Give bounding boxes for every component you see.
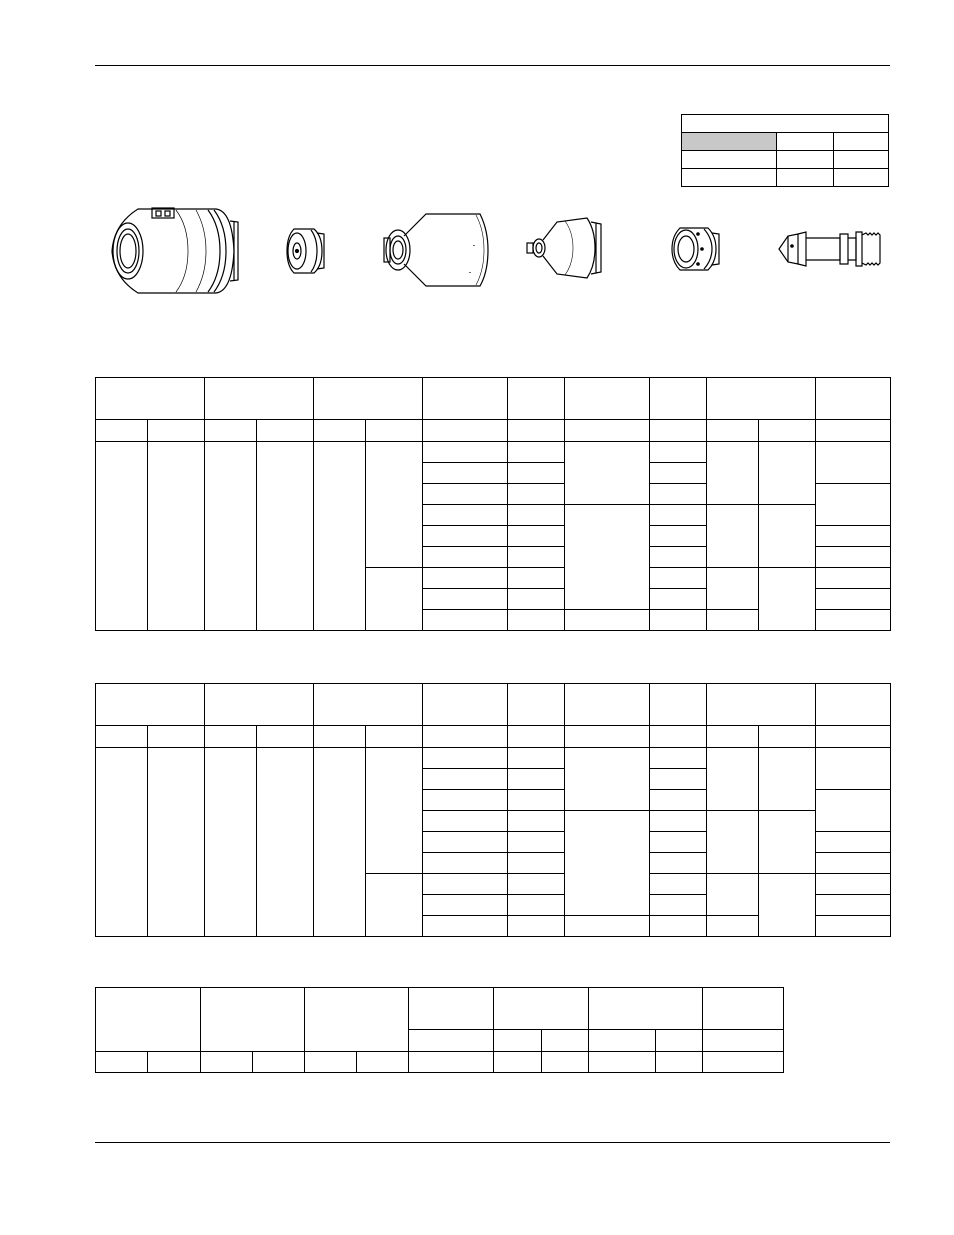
key-shaded-cell xyxy=(682,133,777,151)
subheader-cell xyxy=(542,1030,589,1052)
body-cell xyxy=(816,895,891,916)
consumables-table-3 xyxy=(95,987,784,1073)
body-cell xyxy=(366,442,423,568)
subheader-cell xyxy=(565,420,650,442)
body-cell xyxy=(650,526,707,547)
subheader-cell xyxy=(409,1030,494,1052)
footer-rule xyxy=(95,1142,890,1143)
body-cell xyxy=(96,442,148,631)
header-cell xyxy=(565,684,650,726)
body-cell xyxy=(707,916,759,937)
body-cell xyxy=(257,442,314,631)
body-cell xyxy=(816,589,891,610)
header-rule xyxy=(95,65,890,66)
body-cell xyxy=(96,748,148,937)
key-cell xyxy=(834,133,889,151)
body-cell xyxy=(707,748,759,811)
body-cell xyxy=(650,547,707,568)
body-cell xyxy=(650,811,707,832)
body-cell xyxy=(650,568,707,589)
body-cell xyxy=(816,916,891,937)
body-cell xyxy=(650,832,707,853)
key-cell xyxy=(834,151,889,169)
body-cell xyxy=(816,853,891,874)
body-cell xyxy=(650,790,707,811)
body-cell xyxy=(201,1052,253,1073)
header-cell xyxy=(589,988,703,1030)
body-cell xyxy=(650,748,707,769)
body-cell xyxy=(565,748,650,811)
body-cell xyxy=(409,1052,494,1073)
body-cell xyxy=(357,1052,409,1073)
header-cell xyxy=(565,378,650,420)
body-cell xyxy=(508,853,565,874)
body-cell xyxy=(205,748,257,937)
body-cell xyxy=(423,811,508,832)
body-cell xyxy=(366,748,423,874)
subheader-cell xyxy=(816,726,891,748)
header-cell xyxy=(96,988,201,1052)
body-cell xyxy=(366,874,423,937)
header-cell xyxy=(816,684,891,726)
header-cell xyxy=(96,378,205,420)
subheader-cell xyxy=(656,1030,703,1052)
body-cell xyxy=(759,811,816,874)
body-cell xyxy=(816,568,891,589)
subheader-cell xyxy=(148,726,205,748)
body-cell xyxy=(366,568,423,631)
subheader-cell xyxy=(816,420,891,442)
header-cell xyxy=(305,988,409,1052)
subheader-cell xyxy=(314,420,366,442)
body-cell xyxy=(494,1052,542,1073)
body-cell xyxy=(253,1052,305,1073)
subheader-cell xyxy=(589,1030,656,1052)
body-cell xyxy=(508,547,565,568)
header-cell xyxy=(423,378,508,420)
body-cell xyxy=(508,748,565,769)
body-cell xyxy=(423,589,508,610)
subheader-cell xyxy=(508,420,565,442)
body-cell xyxy=(816,484,891,526)
body-cell xyxy=(707,505,759,568)
consumables-table-1 xyxy=(95,377,891,631)
subheader-cell xyxy=(314,726,366,748)
subheader-cell xyxy=(707,726,759,748)
body-cell xyxy=(707,874,759,916)
body-cell xyxy=(423,484,508,505)
body-cell xyxy=(423,769,508,790)
body-cell xyxy=(565,610,650,631)
subheader-cell xyxy=(703,1030,784,1052)
body-cell xyxy=(508,811,565,832)
subheader-cell xyxy=(257,420,314,442)
subheader-cell xyxy=(423,726,508,748)
body-cell xyxy=(508,442,565,463)
body-cell xyxy=(314,442,366,631)
body-cell xyxy=(816,610,891,631)
header-cell xyxy=(508,378,565,420)
body-cell xyxy=(759,568,816,631)
body-cell xyxy=(542,1052,589,1073)
key-cell xyxy=(777,151,834,169)
key-cell xyxy=(777,169,834,187)
body-cell xyxy=(650,853,707,874)
body-cell xyxy=(759,505,816,568)
subheader-cell xyxy=(148,420,205,442)
subheader-cell xyxy=(423,420,508,442)
body-cell xyxy=(508,895,565,916)
key-table xyxy=(681,114,889,187)
body-cell xyxy=(423,853,508,874)
body-cell xyxy=(816,526,891,547)
body-cell xyxy=(650,589,707,610)
body-cell xyxy=(816,442,891,484)
body-cell xyxy=(759,442,816,505)
body-cell xyxy=(816,790,891,832)
body-cell xyxy=(650,484,707,505)
body-cell xyxy=(707,568,759,610)
header-cell xyxy=(650,378,707,420)
subheader-cell xyxy=(257,726,314,748)
body-cell xyxy=(423,547,508,568)
header-cell xyxy=(201,988,305,1052)
body-cell xyxy=(508,874,565,895)
body-cell xyxy=(650,874,707,895)
body-cell xyxy=(816,832,891,853)
body-cell xyxy=(423,463,508,484)
body-cell xyxy=(565,442,650,505)
header-cell xyxy=(409,988,494,1030)
body-cell xyxy=(305,1052,357,1073)
body-cell xyxy=(650,442,707,463)
body-cell xyxy=(650,463,707,484)
body-cell xyxy=(508,484,565,505)
subheader-cell xyxy=(759,420,816,442)
body-cell xyxy=(423,505,508,526)
electrode-icon xyxy=(776,226,886,272)
header-cell xyxy=(707,378,816,420)
body-cell xyxy=(508,832,565,853)
body-cell xyxy=(508,610,565,631)
key-cell xyxy=(682,151,777,169)
nozzle-icon xyxy=(525,212,607,284)
body-cell xyxy=(759,748,816,811)
body-cell xyxy=(423,748,508,769)
body-cell xyxy=(148,442,205,631)
body-cell xyxy=(650,916,707,937)
body-cell xyxy=(816,547,891,568)
body-cell xyxy=(508,568,565,589)
body-cell xyxy=(148,748,205,937)
body-cell xyxy=(423,874,508,895)
body-cell xyxy=(423,895,508,916)
body-cell xyxy=(205,442,257,631)
body-cell xyxy=(423,442,508,463)
body-cell xyxy=(565,505,650,610)
body-cell xyxy=(707,610,759,631)
body-cell xyxy=(650,895,707,916)
body-cell xyxy=(148,1052,201,1073)
body-cell xyxy=(508,790,565,811)
subheader-cell xyxy=(205,726,257,748)
body-cell xyxy=(423,916,508,937)
header-cell xyxy=(205,684,314,726)
body-cell xyxy=(508,463,565,484)
body-cell xyxy=(423,610,508,631)
subheader-cell xyxy=(707,420,759,442)
subheader-cell xyxy=(565,726,650,748)
swirl-ring-icon xyxy=(668,224,722,274)
body-cell xyxy=(423,832,508,853)
subheader-cell xyxy=(96,420,148,442)
subheader-cell xyxy=(494,1030,542,1052)
body-cell xyxy=(423,526,508,547)
body-cell xyxy=(508,505,565,526)
retaining-cap-icon xyxy=(380,210,490,290)
subheader-cell xyxy=(366,726,423,748)
body-cell xyxy=(816,874,891,895)
header-cell xyxy=(314,378,423,420)
body-cell xyxy=(589,1052,656,1073)
body-cell xyxy=(508,589,565,610)
body-cell xyxy=(96,1052,148,1073)
body-cell xyxy=(759,874,816,937)
subheader-cell xyxy=(650,726,707,748)
header-cell xyxy=(205,378,314,420)
body-cell xyxy=(565,916,650,937)
body-cell xyxy=(650,769,707,790)
consumables-table-2 xyxy=(95,683,891,937)
body-cell xyxy=(707,442,759,505)
header-cell xyxy=(494,988,589,1030)
key-title-cell xyxy=(682,115,889,133)
header-cell xyxy=(816,378,891,420)
body-cell xyxy=(650,505,707,526)
body-cell xyxy=(257,748,314,937)
header-cell xyxy=(707,684,816,726)
header-cell xyxy=(703,988,784,1030)
body-cell xyxy=(508,916,565,937)
key-cell xyxy=(777,133,834,151)
body-cell xyxy=(423,790,508,811)
subheader-cell xyxy=(650,420,707,442)
subheader-cell xyxy=(366,420,423,442)
body-cell xyxy=(423,568,508,589)
key-cell xyxy=(834,169,889,187)
subheader-cell xyxy=(508,726,565,748)
body-cell xyxy=(703,1052,784,1073)
header-cell xyxy=(423,684,508,726)
body-cell xyxy=(565,811,650,916)
body-cell xyxy=(508,526,565,547)
subheader-cell xyxy=(96,726,148,748)
header-cell xyxy=(96,684,205,726)
body-cell xyxy=(707,811,759,874)
subheader-cell xyxy=(205,420,257,442)
body-cell xyxy=(508,769,565,790)
shield-icon xyxy=(108,206,242,296)
shield-cap-icon xyxy=(284,226,328,276)
body-cell xyxy=(816,748,891,790)
body-cell xyxy=(314,748,366,937)
key-cell xyxy=(682,169,777,187)
body-cell xyxy=(650,610,707,631)
body-cell xyxy=(656,1052,703,1073)
header-cell xyxy=(650,684,707,726)
subheader-cell xyxy=(759,726,816,748)
header-cell xyxy=(508,684,565,726)
header-cell xyxy=(314,684,423,726)
